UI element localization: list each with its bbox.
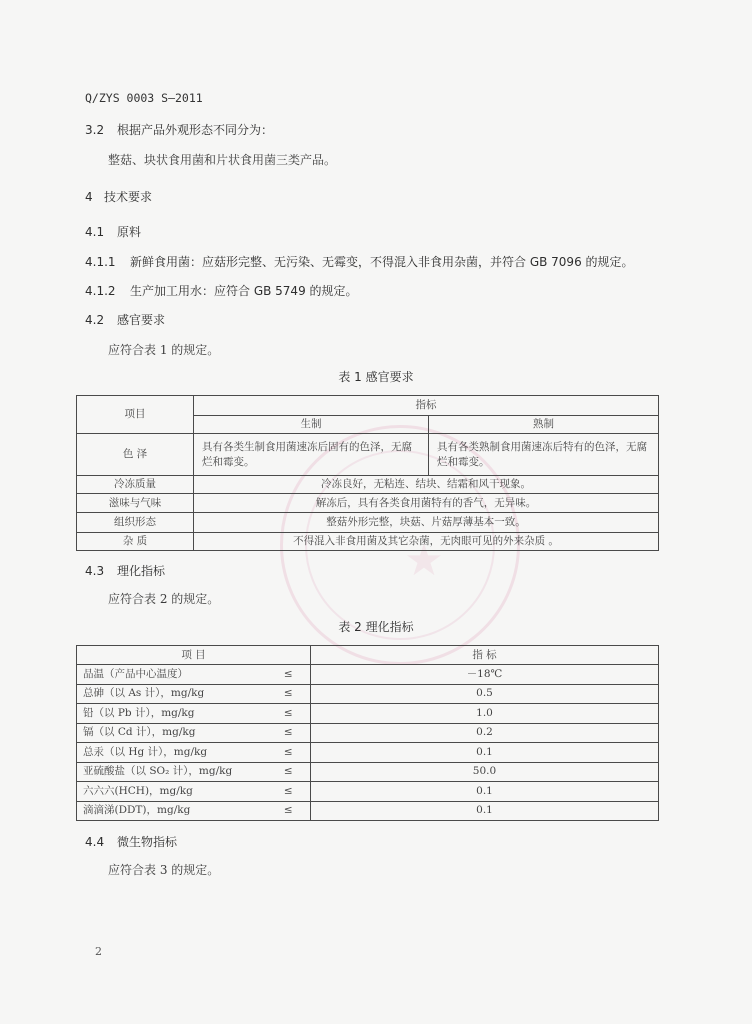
table-cell-item: 冷冻质量: [77, 476, 194, 494]
table-cell-operator: ≤: [267, 684, 311, 704]
table-cell-cooked: 具有各类熟制食用菌速冻后特有的色泽，无腐烂和霉变。: [429, 434, 659, 476]
section-title: 技术要求: [104, 190, 153, 204]
clause-4-1: [85, 224, 141, 240]
table-cell-operator: ≤: [267, 782, 311, 802]
table-cell-value: 整菇外形完整，块菇、片菇厚薄基本一致。: [194, 513, 659, 533]
table-cell-value: 0.1: [311, 801, 659, 821]
clause-number: 4.2: [85, 313, 105, 327]
table-cell-item: 六六六(HCH)，mg/kg: [77, 782, 267, 802]
clause-title: 根据产品外观形态不同分为：: [117, 123, 274, 137]
clause-body: 应符合表 2 的规定。: [108, 592, 220, 606]
table-cell-raw: 具有各类生制食用菌速冻后固有的色泽，无腐烂和霉变。: [194, 434, 429, 476]
table-2-caption: 表 2 理化指标: [338, 620, 414, 634]
table-cell-operator: ≤: [267, 665, 311, 685]
clause-4-2: [85, 312, 165, 328]
table-row: [77, 434, 659, 476]
table-cell-item: 铅（以 Pb 计），mg/kg: [77, 704, 267, 724]
table-cell-item: 杂 质: [77, 533, 194, 551]
table-header-raw: 生制: [194, 416, 429, 434]
table-cell-value: －18℃: [311, 665, 659, 685]
clause-title: 感官要求: [117, 313, 166, 327]
table-cell-item: 滋味与气味: [77, 494, 194, 513]
table-row: [77, 513, 659, 533]
section-4: [85, 189, 152, 205]
clause-3-2: [85, 122, 273, 138]
table-cell-value: 0.2: [311, 723, 659, 743]
clause-title: 理化指标: [117, 564, 166, 578]
table-row: [77, 494, 659, 513]
table-row: [77, 533, 659, 551]
table-header-item: 项目: [77, 396, 194, 434]
table-cell-item: 组织形态: [77, 513, 194, 533]
clause-4-1-1: [85, 254, 634, 270]
table-cell-item: 总砷（以 As 计），mg/kg: [77, 684, 267, 704]
table-cell-value: 50.0: [311, 762, 659, 782]
clause-number: 4.1.1: [85, 255, 116, 269]
table-header-item: 项 目: [77, 646, 311, 665]
table-1-caption: 表 1 感官要求: [338, 370, 414, 384]
table-cell-item: 总汞（以 Hg 计），mg/kg: [77, 743, 267, 763]
clause-number: 4.1: [85, 225, 105, 239]
table-row: [77, 704, 659, 724]
table-cell-operator: ≤: [267, 801, 311, 821]
clause-text: 新鲜食用菌：应菇形完整、无污染、无霉变，不得混入非食用杂菌，并符合 GB 7096 的规定。: [130, 255, 634, 269]
table-1-sensory: [76, 395, 659, 551]
table-row: [77, 743, 659, 763]
clause-4-4: [85, 834, 177, 850]
seal-star-icon: ★: [404, 535, 444, 586]
clause-body: 整菇、块状食用菌和片状食用菌三类产品。: [108, 153, 337, 167]
table-row: [77, 782, 659, 802]
table-cell-value: 0.1: [311, 782, 659, 802]
clause-text: 生产加工用水：应符合 GB 5749 的规定。: [130, 284, 358, 298]
table-2-physicochemical: [76, 645, 659, 821]
clause-number: 4.1.2: [85, 284, 116, 298]
clause-4-1-2: [85, 283, 358, 299]
clause-body: 应符合表 3 的规定。: [108, 863, 220, 877]
table-cell-item: 色 泽: [77, 434, 194, 476]
table-cell-operator: ≤: [267, 723, 311, 743]
table-cell-value: 0.1: [311, 743, 659, 763]
table-cell-value: 1.0: [311, 704, 659, 724]
table-cell-item: 亚硫酸盐（以 SO₂ 计），mg/kg: [77, 762, 267, 782]
table-row: [77, 476, 659, 494]
table-header-index: 指 标: [311, 646, 659, 665]
clause-title: 原料: [117, 225, 142, 239]
document-code-header: Q/ZYS 0003 S—2011: [85, 91, 203, 105]
table-row: [77, 665, 659, 685]
table-header-cooked: 熟制: [429, 416, 659, 434]
table-cell-item: 品温（产品中心温度）: [77, 665, 267, 685]
clause-number: 3.2: [85, 123, 105, 137]
clause-body: 应符合表 1 的规定。: [108, 343, 220, 357]
section-number: 4: [85, 190, 93, 204]
clause-4-3: [85, 563, 165, 579]
table-cell-operator: ≤: [267, 743, 311, 763]
table-cell-value: 0.5: [311, 684, 659, 704]
table-row: [77, 801, 659, 821]
table-row: [77, 762, 659, 782]
table-cell-value: 不得混入非食用菌及其它杂菌，无肉眼可见的外来杂质 。: [194, 533, 659, 551]
table-cell-item: 滴滴涕(DDT)，mg/kg: [77, 801, 267, 821]
table-header-index: 指标: [194, 396, 659, 416]
table-cell-value: 解冻后，具有各类食用菌特有的香气，无异味。: [194, 494, 659, 513]
table-cell-value: 冷冻良好，无粘连、结块、结霜和风干现象。: [194, 476, 659, 494]
clause-title: 微生物指标: [117, 835, 178, 849]
table-row: [77, 723, 659, 743]
table-cell-operator: ≤: [267, 704, 311, 724]
table-cell-item: 镉（以 Cd 计），mg/kg: [77, 723, 267, 743]
table-row: [77, 684, 659, 704]
clause-number: 4.4: [85, 835, 105, 849]
page-number: 2: [95, 945, 102, 958]
clause-number: 4.3: [85, 564, 105, 578]
table-cell-operator: ≤: [267, 762, 311, 782]
